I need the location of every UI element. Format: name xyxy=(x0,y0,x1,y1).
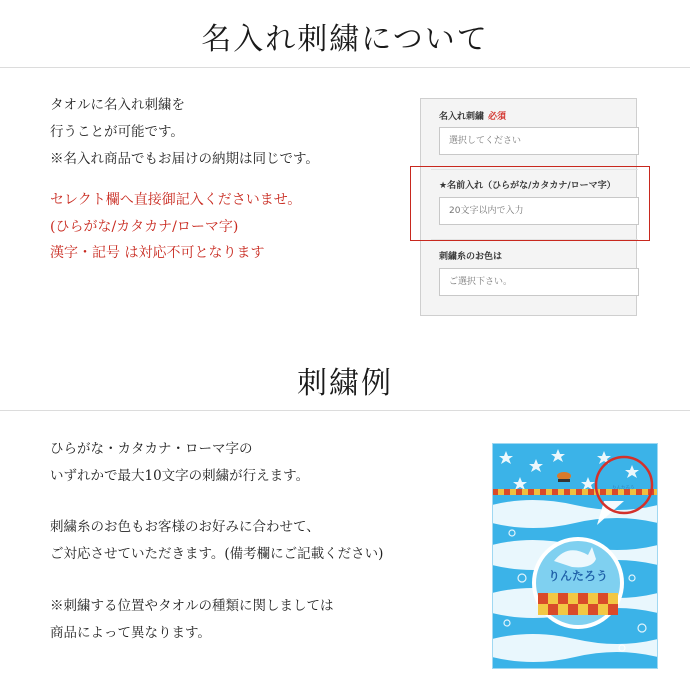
example-line: ご対応させていただきます。(備考欄にご記載ください) xyxy=(50,546,384,562)
intro-text xyxy=(50,92,319,173)
required-badge: 必須 xyxy=(488,112,507,122)
intro-line: タオルに名入れ刺繍を xyxy=(50,97,185,113)
intro-line: ※名入れ商品でもお届けの納期は同じです。 xyxy=(50,151,319,167)
svg-text:りんたろう: りんたろう xyxy=(612,486,635,491)
example-line: ひらがな・カタカナ・ローマ字の xyxy=(50,441,253,457)
divider xyxy=(0,410,690,411)
name-field-label: ★名前入れ（ひらがな/カタカナ/ローマ字） xyxy=(439,181,616,191)
section-title-example: 刺繍例 xyxy=(297,366,393,401)
notice-line: セレクト欄へ直接御記入くださいませ。 xyxy=(50,192,302,208)
section-title-embroidery: 名入れ刺繍について xyxy=(201,22,489,57)
example-text-c xyxy=(50,593,334,647)
notice-text xyxy=(50,187,301,267)
example-text-a xyxy=(50,436,309,490)
name-input[interactable]: 20文字以内で入力 xyxy=(439,197,639,225)
embroidery-select[interactable]: 選択してください xyxy=(439,127,639,155)
embroidery-name-sample: りんたろう xyxy=(547,569,609,583)
example-line: 商品によって異なります。 xyxy=(50,625,211,641)
thread-color-select[interactable]: ご選択下さい。 xyxy=(439,268,639,296)
notice-line: (ひらがな/カタカナ/ローマ字) xyxy=(50,218,239,235)
notice-line: 漢字・記号 は対応不可となります xyxy=(50,245,265,261)
example-line: いずれかで最大10文字の刺繍が行えます。 xyxy=(50,468,310,484)
intro-line: 行うことが可能です。 xyxy=(50,124,184,140)
example-text-b xyxy=(50,514,383,568)
divider xyxy=(0,67,690,68)
name-field-highlight xyxy=(410,166,650,241)
thread-color-label: 刺繍糸のお色は xyxy=(439,252,503,262)
towel-embroidery-image xyxy=(492,443,658,669)
example-line: 刺繍糸のお色もお客様のお好みに合わせて、 xyxy=(50,519,320,535)
embroidery-field-label: 名入れ刺繍 必須 xyxy=(439,112,507,122)
example-line: ※刺繍する位置やタオルの種類に関しましては xyxy=(50,598,334,614)
